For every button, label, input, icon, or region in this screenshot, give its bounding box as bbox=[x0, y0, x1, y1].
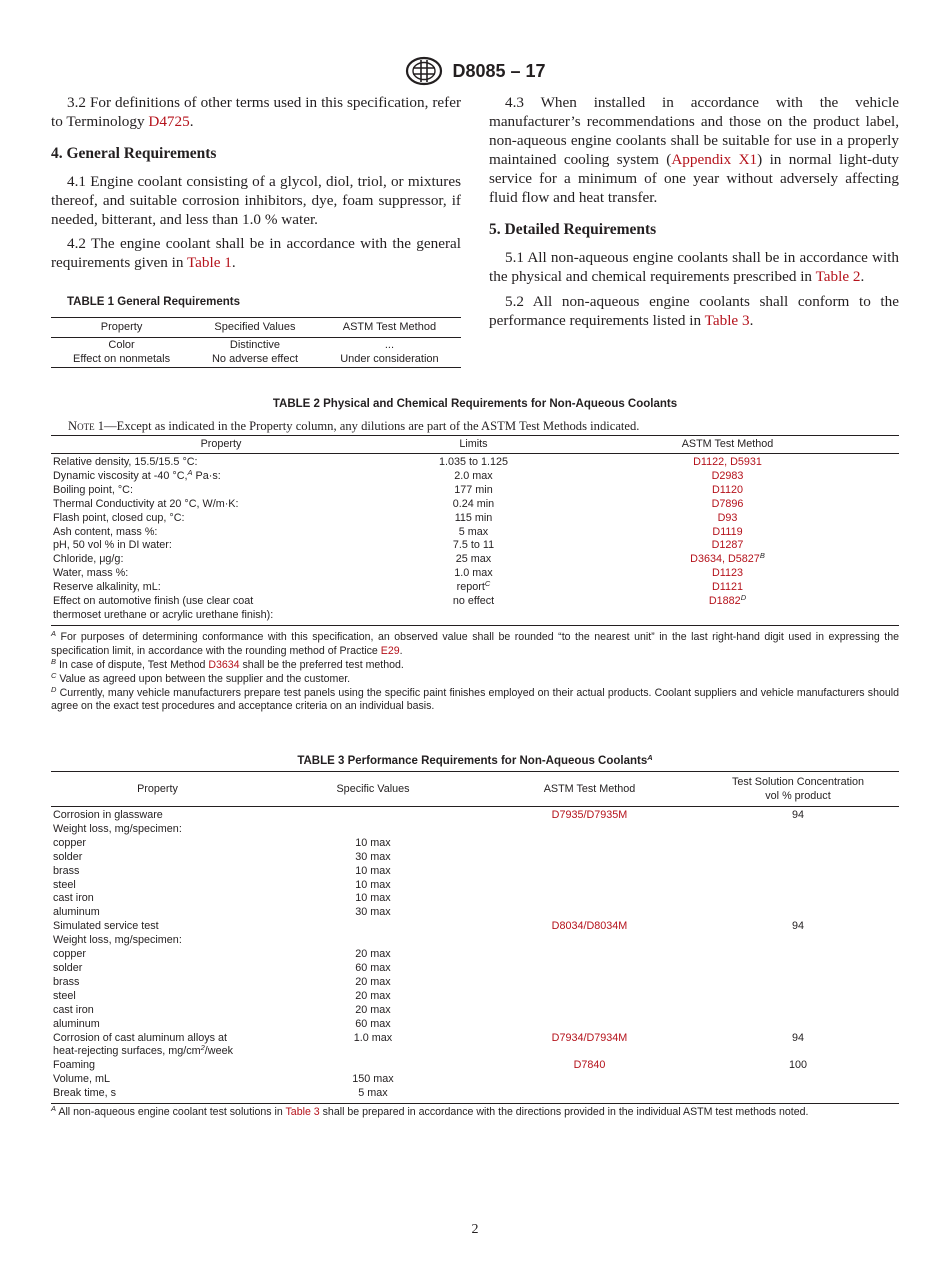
table-2-title: TABLE 2 Physical and Chemical Requirements for Non-Aqueous Coolants bbox=[272, 398, 678, 410]
page-header bbox=[0, 56, 950, 86]
footnote-d: $^D$ Currently, many vehicle manufacturers prepare test panels using the specific paint finishes employed on their actual products. Coolant suppliers and vehicle manufacturers should agree on the exact test procedures and acceptance criteria on an individual basis. bbox=[51, 684, 899, 713]
table-row: brass 10 max bbox=[51, 865, 899, 879]
method-link bbox=[482, 948, 697, 962]
method-link bbox=[482, 823, 697, 837]
table-3 bbox=[51, 771, 899, 1104]
table-row: solder 60 max bbox=[51, 962, 899, 976]
table-row: thermoset urethane or acrylic urethane finish): bbox=[51, 609, 899, 625]
link-table-3-footnote[interactable]: Table 3 bbox=[285, 1106, 320, 1119]
method-link[interactable]: D1120 bbox=[711, 483, 743, 496]
paragraph-4-2: 4.2 The engine coolant shall be in accordance with the general requirements given in Table 1. bbox=[51, 235, 461, 271]
method-link[interactable]: D1882 bbox=[708, 595, 741, 608]
footnote-a: $^A$ For purposes of determining conformance with this specification, an observed value shall be rounded “to the nearest unit” in the last right-hand digit used in expressing the specification limit, in accordance with the rounding method of Practice E29. bbox=[51, 628, 899, 657]
table-row: Color Distinctive ... bbox=[108, 339, 395, 351]
section-4-heading: 4. General Requirements bbox=[51, 145, 217, 162]
method-link bbox=[482, 851, 697, 865]
table-2-footnotes bbox=[51, 628, 899, 714]
link-appendix-x1[interactable]: Appendix X1 bbox=[671, 151, 758, 168]
table-row: steel 10 max bbox=[51, 879, 899, 893]
table-row: Reserve alkalinity, mL: report$^C$ D1121 bbox=[51, 581, 899, 595]
section-5-heading: 5. Detailed Requirements bbox=[489, 221, 657, 238]
astm-logo-icon bbox=[404, 56, 444, 86]
table-row: Corrosion in glassware D7935/D7935M 94 bbox=[51, 807, 899, 823]
table-1-header: Property bbox=[51, 318, 192, 338]
table-row: Weight loss, mg/specimen: bbox=[51, 823, 899, 837]
method-link bbox=[482, 1073, 697, 1087]
table-row: Thermal Conductivity at 20 °C, W/m·K: 0.24 min D7896 bbox=[51, 498, 899, 512]
link-d3634[interactable]: D3634 bbox=[208, 658, 240, 671]
method-link[interactable]: D8034/D8034M bbox=[551, 920, 628, 933]
method-link bbox=[482, 962, 697, 976]
table-row: Foaming D7840 100 bbox=[53, 1059, 807, 1072]
link-d4725[interactable]: D4725 bbox=[148, 113, 190, 130]
method-link[interactable]: D1287 bbox=[711, 539, 744, 552]
method-link[interactable]: D1119 bbox=[712, 525, 743, 538]
table-row: Weight loss, mg/specimen: bbox=[51, 934, 899, 948]
method-link[interactable]: D1121 bbox=[711, 581, 743, 594]
method-link bbox=[482, 892, 697, 906]
left-column bbox=[51, 93, 461, 368]
method-link bbox=[482, 837, 697, 851]
paragraph-3-2: 3.2 For definitions of other terms used in this specification, refer to Terminology D4725. bbox=[51, 94, 461, 130]
paragraph-4-3: 4.3 When installed in accordance with the vehicle manufacturer’s recommendations and those on the product label, non-aqueous engine coolants shall be suitable for use in a properly maintained cooling system (Appendix X1) in normal light-duty service for a minimum of one year without adversely affecting fluid flow and heat transfer. bbox=[489, 94, 900, 206]
method-link bbox=[482, 906, 697, 920]
method-link bbox=[482, 1004, 697, 1018]
method-link[interactable]: D3634, D5827 bbox=[690, 553, 760, 566]
table-3-header: Specific Values bbox=[264, 772, 482, 807]
table-row: cast iron 10 max bbox=[51, 892, 899, 906]
table-row: Effect on nonmetals No adverse effect Under consideration bbox=[51, 352, 461, 368]
table-1-block bbox=[51, 293, 461, 368]
table-row: Corrosion of cast aluminum alloys at 1.0 max D7934/D7934M 94 bbox=[53, 1031, 804, 1044]
table-2-header: ASTM Test Method bbox=[556, 436, 899, 454]
method-link[interactable]: D7935/D7935M bbox=[551, 809, 628, 821]
method-link[interactable]: D7896 bbox=[711, 497, 744, 510]
table-1 bbox=[51, 317, 461, 368]
table-row: steel 20 max bbox=[51, 990, 899, 1004]
link-table-2[interactable]: Table 2 bbox=[815, 268, 861, 285]
table-2-block bbox=[51, 398, 899, 714]
method-link bbox=[482, 1087, 697, 1103]
table-3-header: Test Solution Concentration vol % product bbox=[697, 772, 899, 807]
table-3-title: TABLE 3 Performance Requirements for Non-Aqueous Coolants$^A$ bbox=[297, 753, 653, 767]
table-row: Volume, mL 150 max bbox=[51, 1073, 899, 1087]
table-1-header: Specified Values bbox=[192, 318, 318, 338]
table-2-header: Limits bbox=[391, 436, 556, 454]
method-link bbox=[482, 865, 697, 879]
table-row: pH, 50 vol % in DI water: 7.5 to 11 D1287 bbox=[51, 539, 899, 553]
table-2-header: Property bbox=[51, 436, 391, 454]
footnote-c: $^C$ Value as agreed upon between the supplier and the customer. bbox=[51, 670, 351, 685]
table-row: cast iron 20 max bbox=[51, 1004, 899, 1018]
table-row: heat-rejecting surfaces, $mg/cm^2$/week bbox=[51, 1045, 899, 1059]
table-row: Dynamic viscosity at -40 °C,$^A$ Pa·s: 2.0 max D2983 bbox=[51, 470, 899, 484]
method-link[interactable]: D7840 bbox=[573, 1059, 606, 1072]
table-row: Relative density, 15.5/15.5 °C: 1.035 to 1.125 D1122, D5931 bbox=[51, 454, 899, 470]
paragraph-4-1: 4.1 Engine coolant consisting of a glycol, diol, triol, or mixtures thereof, and suitable corrosion inhibitors, dye, foam suppressor, if needed, bitterant, and less than 1.0 % water. bbox=[51, 173, 461, 228]
method-link[interactable]: D1123 bbox=[711, 567, 743, 580]
table-row: Effect on automotive finish (use clear coat no effect $D1882^D$ bbox=[53, 593, 747, 608]
table-row: Flash point, closed cup, °C: 115 min D93 bbox=[51, 512, 899, 526]
table-row: copper 20 max bbox=[51, 948, 899, 962]
method-link[interactable]: D93 bbox=[717, 511, 738, 524]
document-designation: D8085 – 17 bbox=[452, 60, 546, 81]
table-row: aluminum 30 max bbox=[51, 906, 899, 920]
link-e29[interactable]: E29 bbox=[380, 644, 400, 657]
method-link[interactable]: D2983 bbox=[711, 469, 744, 482]
link-table-3[interactable]: Table 3 bbox=[704, 312, 750, 329]
table-row: Ash content, mass %: 5 max D1119 bbox=[51, 526, 899, 540]
right-column bbox=[489, 93, 899, 330]
method-link bbox=[482, 1045, 697, 1059]
paragraph-5-1: 5.1 All non-aqueous engine coolants shall be in accordance with the physical and chemical requirements prescribed in Table 2. bbox=[489, 249, 899, 285]
link-table-1[interactable]: Table 1 bbox=[186, 254, 232, 271]
table-row: Break time, s 5 max bbox=[51, 1087, 899, 1103]
table-row: Chloride, μg/g: 25 max D3634, $D5827^B$ bbox=[53, 551, 765, 566]
table-row: copper 10 max bbox=[51, 837, 899, 851]
table-3-block bbox=[51, 755, 899, 1120]
table-row: solder 30 max bbox=[51, 851, 899, 865]
method-link[interactable]: D7934/D7934M bbox=[551, 1031, 628, 1044]
table-row: Simulated service test D8034/D8034M 94 bbox=[53, 920, 804, 933]
table-2 bbox=[51, 435, 899, 626]
table-3-header: Property bbox=[51, 772, 264, 807]
page-number: 2 bbox=[471, 1222, 479, 1237]
method-link bbox=[482, 976, 697, 990]
method-link bbox=[482, 990, 697, 1004]
method-link bbox=[482, 934, 697, 948]
table-1-title: TABLE 1 General Requirements bbox=[67, 296, 240, 308]
table-1-header: ASTM Test Method bbox=[318, 318, 461, 338]
table-2-note: Note 1—Except as indicated in the Property column, any dilutions are part of the ASTM Test Methods indicated. bbox=[68, 419, 640, 433]
table-3-header: ASTM Test Method bbox=[482, 772, 697, 807]
method-link[interactable]: D1122, D5931 bbox=[693, 456, 762, 468]
table-row: brass 20 max bbox=[51, 976, 899, 990]
table-row: aluminum 60 max bbox=[51, 1018, 899, 1032]
method-link bbox=[482, 1018, 697, 1032]
paragraph-5-2: 5.2 All non-aqueous engine coolants shall conform to the performance requirements listed in Table 3. bbox=[489, 293, 899, 329]
method-link bbox=[482, 879, 697, 893]
table-3-body bbox=[51, 807, 899, 1104]
table-row: Water, mass %: 1.0 max D1123 bbox=[51, 567, 899, 581]
footnote-b: $^B$ In case of dispute, Test Method D3634 shall be the preferred test method. bbox=[51, 656, 404, 671]
table-row: Boiling point, °C: 177 min D1120 bbox=[51, 484, 899, 498]
table-3-footnote: $^A$ All non-aqueous engine coolant test solutions in Table 3 shall be prepared in accordance with the directions provided in the individual ASTM test methods noted. bbox=[51, 1104, 809, 1119]
